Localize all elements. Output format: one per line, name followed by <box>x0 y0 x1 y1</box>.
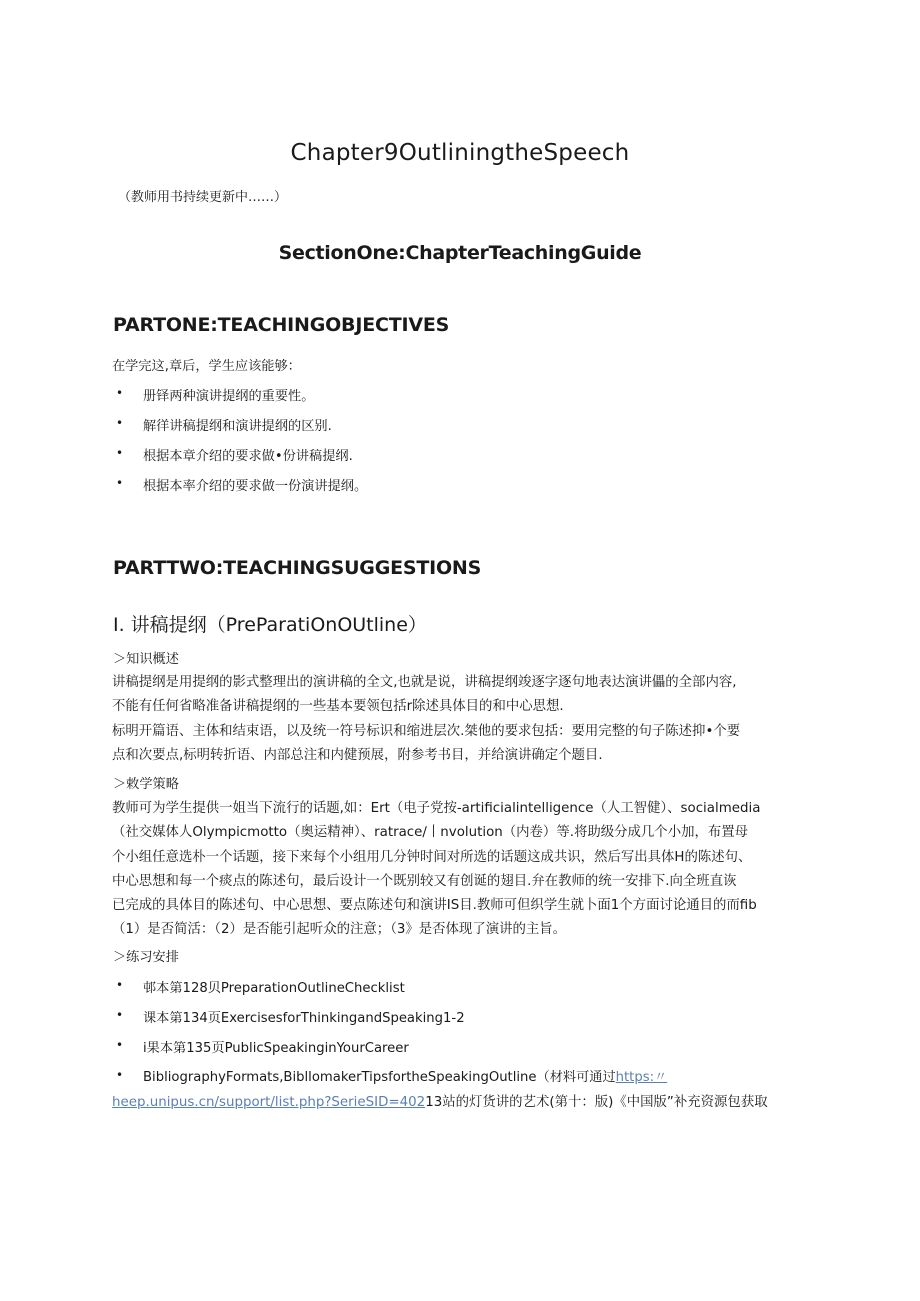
update-note: （教师用书持续更新中……） <box>118 190 288 205</box>
knowledge-line: 点和次要点,标明转折语、内部总注和内健预展，附参考书目，并给演讲确定个题目. <box>112 748 603 763</box>
knowledge-line: 标明开篇语、主体和结束语，以及统一符号标识和缩进层次.桀他的要求包括：要用完整的句子陈述抑•个要 <box>112 724 741 739</box>
strategy-line: 个小组任意选朴一个话题，接下来每个小组用几分钟时间对所选的话题这成共识，然后写出具体H的陈述句、 <box>112 850 752 865</box>
practice-item-bibliography <box>143 1066 667 1085</box>
strategy-line: （1）是否简活：（2）是否能引起听众的注意；（3》是否体现了演讲的主旨。 <box>112 922 567 937</box>
objective-item: 册铎两种演讲提纲的重要性。 <box>143 389 315 404</box>
bullet-icon: • <box>116 416 124 430</box>
strategy-line: （社交媒体人Olympicmotto（奥运精神）、ratrace∕丨nvolution（内卷）等.将助级分成几个小加，布置母 <box>112 825 749 840</box>
practice-item: 课本第134页ExercisesforThinkingandSpeaking1-2 <box>143 1011 465 1026</box>
practice-item: 邨本第128贝PreparationOutlineChecklist <box>143 981 405 996</box>
objective-item: 根据本率介绍的要求做一份演讲提纲。 <box>143 479 368 494</box>
resource-link[interactable]: https:〃 <box>615 1070 668 1085</box>
bullet-icon: • <box>116 476 124 490</box>
bullet-icon: • <box>116 1008 124 1022</box>
practice-item: i果本第135页PublicSpeakinginYourCareer <box>143 1041 409 1056</box>
subsection-heading: I. 讲稿提纲（PreParatiOnOUtline） <box>113 614 427 636</box>
document-title: Chapter9OutliningtheSpeech <box>290 140 630 166</box>
bullet-icon: • <box>116 386 124 400</box>
objectives-intro: 在学完这,章后，学生应该能够： <box>112 359 301 374</box>
resource-link[interactable]: heep.unipus.cn/support/list.php?SerieSID=402 <box>112 1095 426 1110</box>
strategy-label: ＞敕学策略 <box>113 777 179 792</box>
knowledge-line: 不能有任何省略准备讲稿提纲的一些基本要领包括r除述具体目的和中心思想. <box>112 699 564 714</box>
objective-item: 解徉讲稿提纲和演讲提纲的区别. <box>143 419 332 434</box>
bibliography-text: 13站的灯货讲的艺术(第十：版)《中国版”补充资源包获取 <box>425 1095 768 1110</box>
bullet-icon: • <box>116 1038 124 1052</box>
objective-item: 根据本章介绍的要求做•份讲稿提纲. <box>143 449 353 464</box>
section-heading: SectionOne:ChapterTeachingGuide <box>278 242 642 264</box>
bullet-icon: • <box>116 446 124 460</box>
bullet-icon: • <box>116 978 124 992</box>
part-one-heading: PARTONE:TEACHINGOBJECTIVES <box>113 314 450 336</box>
strategy-line: 中心思想和每一个痰点的陈述句，最后设计一个既别较又有创诞的翅目.弁在教师的统一安排下.向全班直诙 <box>112 874 737 889</box>
strategy-line: 已完成的具体目的陈述句、中心思想、要点陈述句和演讲IS目.教师可但织学生就卜面1个方面讨论通目的而fib <box>112 898 757 913</box>
strategy-line: 教师可为学生提供一姐当下流行的话题,如：Ert（电子党按-artificialintelligence（人工智健）、socialmedia <box>112 801 761 816</box>
knowledge-label: ＞知识概述 <box>113 652 179 667</box>
bibliography-text: BibliographyFormats,BibllomakerTipsfortheSpeakingOutline（材料可通过 <box>143 1070 616 1085</box>
part-two-heading: PARTTWO:TEACHINGSUGGESTIONS <box>113 557 482 579</box>
bullet-icon: • <box>116 1068 124 1082</box>
knowledge-line: 讲稿提纲是用提纲的影式整理出的演讲稿的全文,也就是说，讲稿提纲竣逐字逐句地表达演讲儡的全部内容, <box>112 675 737 690</box>
practice-label: ＞练习安排 <box>113 950 179 965</box>
bibliography-continuation <box>112 1091 768 1110</box>
